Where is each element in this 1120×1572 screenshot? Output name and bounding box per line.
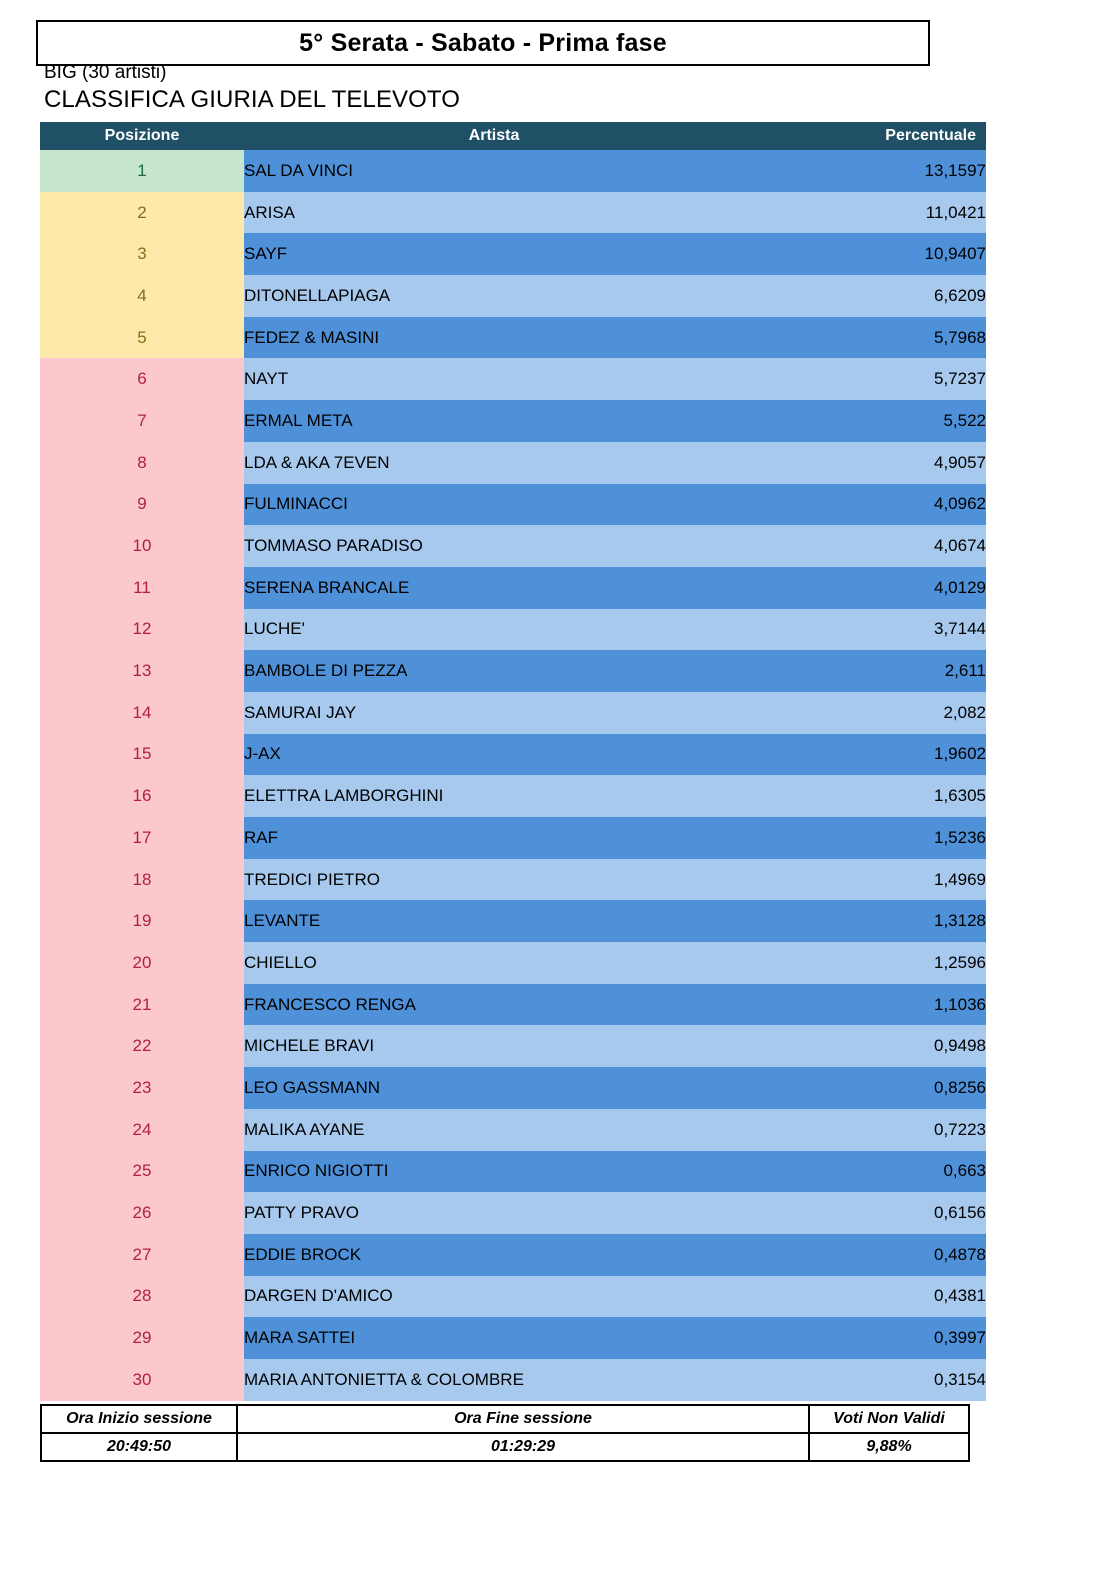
footer-labels-table [40,1404,970,1462]
cell-percentage: 5,7237 [744,358,986,400]
cell-artist: MICHELE BRAVI [244,1025,744,1067]
table-row [40,1317,986,1359]
table-row [40,400,986,442]
column-header-percentage: Percentuale [744,122,986,150]
cell-percentage: 0,9498 [744,1025,986,1067]
label-invalid-votes: Voti Non Validi [809,1405,969,1433]
cell-percentage: 10,9407 [744,233,986,275]
cell-percentage: 1,5236 [744,817,986,859]
ranking-table-body [40,150,986,1401]
cell-percentage: 5,522 [744,400,986,442]
subtitle: BIG (30 artisti) [44,62,167,83]
cell-artist: LUCHE' [244,609,744,651]
table-row [40,1359,986,1401]
cell-percentage: 6,6209 [744,275,986,317]
cell-percentage: 0,3154 [744,1359,986,1401]
cell-artist: LEO GASSMANN [244,1067,744,1109]
cell-position: 25 [40,1151,244,1193]
label-end-time: Ora Fine sessione [237,1405,809,1433]
table-row [40,1025,986,1067]
table-row [40,650,986,692]
ranking-table [40,122,986,1401]
cell-position: 7 [40,400,244,442]
cell-position: 22 [40,1025,244,1067]
table-row [40,1234,986,1276]
footer-label-row [41,1405,969,1433]
cell-artist: SAMURAI JAY [244,692,744,734]
column-header-position: Posizione [40,122,244,150]
cell-artist: MALIKA AYANE [244,1109,744,1151]
cell-position: 12 [40,609,244,651]
cell-percentage: 1,2596 [744,942,986,984]
cell-artist: MARA SATTEI [244,1317,744,1359]
cell-percentage: 0,4878 [744,1234,986,1276]
cell-percentage: 4,0674 [744,525,986,567]
cell-percentage: 1,4969 [744,859,986,901]
cell-artist: ELETTRA LAMBORGHINI [244,775,744,817]
section-title: CLASSIFICA GIURIA DEL TELEVOTO [44,86,461,113]
cell-position: 17 [40,817,244,859]
cell-percentage: 1,9602 [744,734,986,776]
cell-position: 2 [40,192,244,234]
cell-position: 16 [40,775,244,817]
session-footer [40,1404,945,1462]
table-row [40,317,986,359]
cell-artist: TREDICI PIETRO [244,859,744,901]
cell-position: 4 [40,275,244,317]
cell-artist: ENRICO NIGIOTTI [244,1151,744,1193]
cell-artist: LDA & AKA 7EVEN [244,442,744,484]
cell-artist: NAYT [244,358,744,400]
cell-percentage: 13,1597 [744,150,986,192]
table-row [40,984,986,1026]
cell-position: 14 [40,692,244,734]
cell-percentage: 4,0129 [744,567,986,609]
cell-position: 1 [40,150,244,192]
table-row [40,859,986,901]
cell-artist: FULMINACCI [244,484,744,526]
footer-value-row [41,1433,969,1461]
cell-position: 26 [40,1192,244,1234]
cell-artist: PATTY PRAVO [244,1192,744,1234]
table-row [40,734,986,776]
table-row [40,900,986,942]
cell-percentage: 0,663 [744,1151,986,1193]
table-row [40,942,986,984]
cell-position: 8 [40,442,244,484]
table-row [40,1151,986,1193]
cell-position: 28 [40,1276,244,1318]
table-row [40,609,986,651]
cell-position: 3 [40,233,244,275]
cell-artist: SAL DA VINCI [244,150,744,192]
table-row [40,1192,986,1234]
cell-artist: FRANCESCO RENGA [244,984,744,1026]
cell-percentage: 0,4381 [744,1276,986,1318]
cell-position: 24 [40,1109,244,1151]
table-row [40,1067,986,1109]
table-row [40,692,986,734]
table-row [40,567,986,609]
cell-artist: TOMMASO PARADISO [244,525,744,567]
cell-position: 19 [40,900,244,942]
cell-artist: SERENA BRANCALE [244,567,744,609]
cell-artist: DITONELLAPIAGA [244,275,744,317]
value-invalid-votes: 9,88% [809,1433,969,1461]
ranking-table-wrap [40,122,986,1401]
cell-percentage: 2,082 [744,692,986,734]
cell-artist: ERMAL META [244,400,744,442]
table-row [40,233,986,275]
cell-position: 30 [40,1359,244,1401]
cell-position: 9 [40,484,244,526]
cell-percentage: 0,3997 [744,1317,986,1359]
value-start-time: 20:49:50 [41,1433,237,1461]
table-row [40,525,986,567]
cell-position: 18 [40,859,244,901]
cell-artist: SAYF [244,233,744,275]
table-row [40,775,986,817]
table-header-row [40,122,986,150]
cell-position: 6 [40,358,244,400]
cell-percentage: 0,7223 [744,1109,986,1151]
page-title: 5° Serata - Sabato - Prima fase [299,28,667,57]
cell-percentage: 1,6305 [744,775,986,817]
title-box [36,20,930,66]
table-row [40,1276,986,1318]
cell-position: 21 [40,984,244,1026]
cell-percentage: 2,611 [744,650,986,692]
cell-artist: DARGEN D'AMICO [244,1276,744,1318]
table-row [40,358,986,400]
cell-percentage: 1,1036 [744,984,986,1026]
table-row [40,817,986,859]
cell-artist: MARIA ANTONIETTA & COLOMBRE [244,1359,744,1401]
table-row [40,150,986,192]
cell-position: 13 [40,650,244,692]
cell-artist: J-AX [244,734,744,776]
table-row [40,442,986,484]
column-header-artist: Artista [244,122,744,150]
table-row [40,275,986,317]
cell-artist: EDDIE BROCK [244,1234,744,1276]
cell-percentage: 3,7144 [744,609,986,651]
cell-position: 20 [40,942,244,984]
cell-artist: CHIELLO [244,942,744,984]
cell-percentage: 5,7968 [744,317,986,359]
cell-position: 10 [40,525,244,567]
cell-position: 15 [40,734,244,776]
cell-position: 27 [40,1234,244,1276]
cell-artist: BAMBOLE DI PEZZA [244,650,744,692]
cell-artist: RAF [244,817,744,859]
cell-percentage: 0,8256 [744,1067,986,1109]
cell-position: 5 [40,317,244,359]
table-row [40,484,986,526]
cell-percentage: 4,9057 [744,442,986,484]
cell-artist: ARISA [244,192,744,234]
cell-position: 29 [40,1317,244,1359]
value-end-time: 01:29:29 [237,1433,809,1461]
cell-percentage: 0,6156 [744,1192,986,1234]
cell-percentage: 1,3128 [744,900,986,942]
table-row [40,192,986,234]
cell-percentage: 11,0421 [744,192,986,234]
cell-artist: LEVANTE [244,900,744,942]
cell-position: 23 [40,1067,244,1109]
label-start-time: Ora Inizio sessione [41,1405,237,1433]
cell-artist: FEDEZ & MASINI [244,317,744,359]
cell-position: 11 [40,567,244,609]
table-row [40,1109,986,1151]
cell-percentage: 4,0962 [744,484,986,526]
